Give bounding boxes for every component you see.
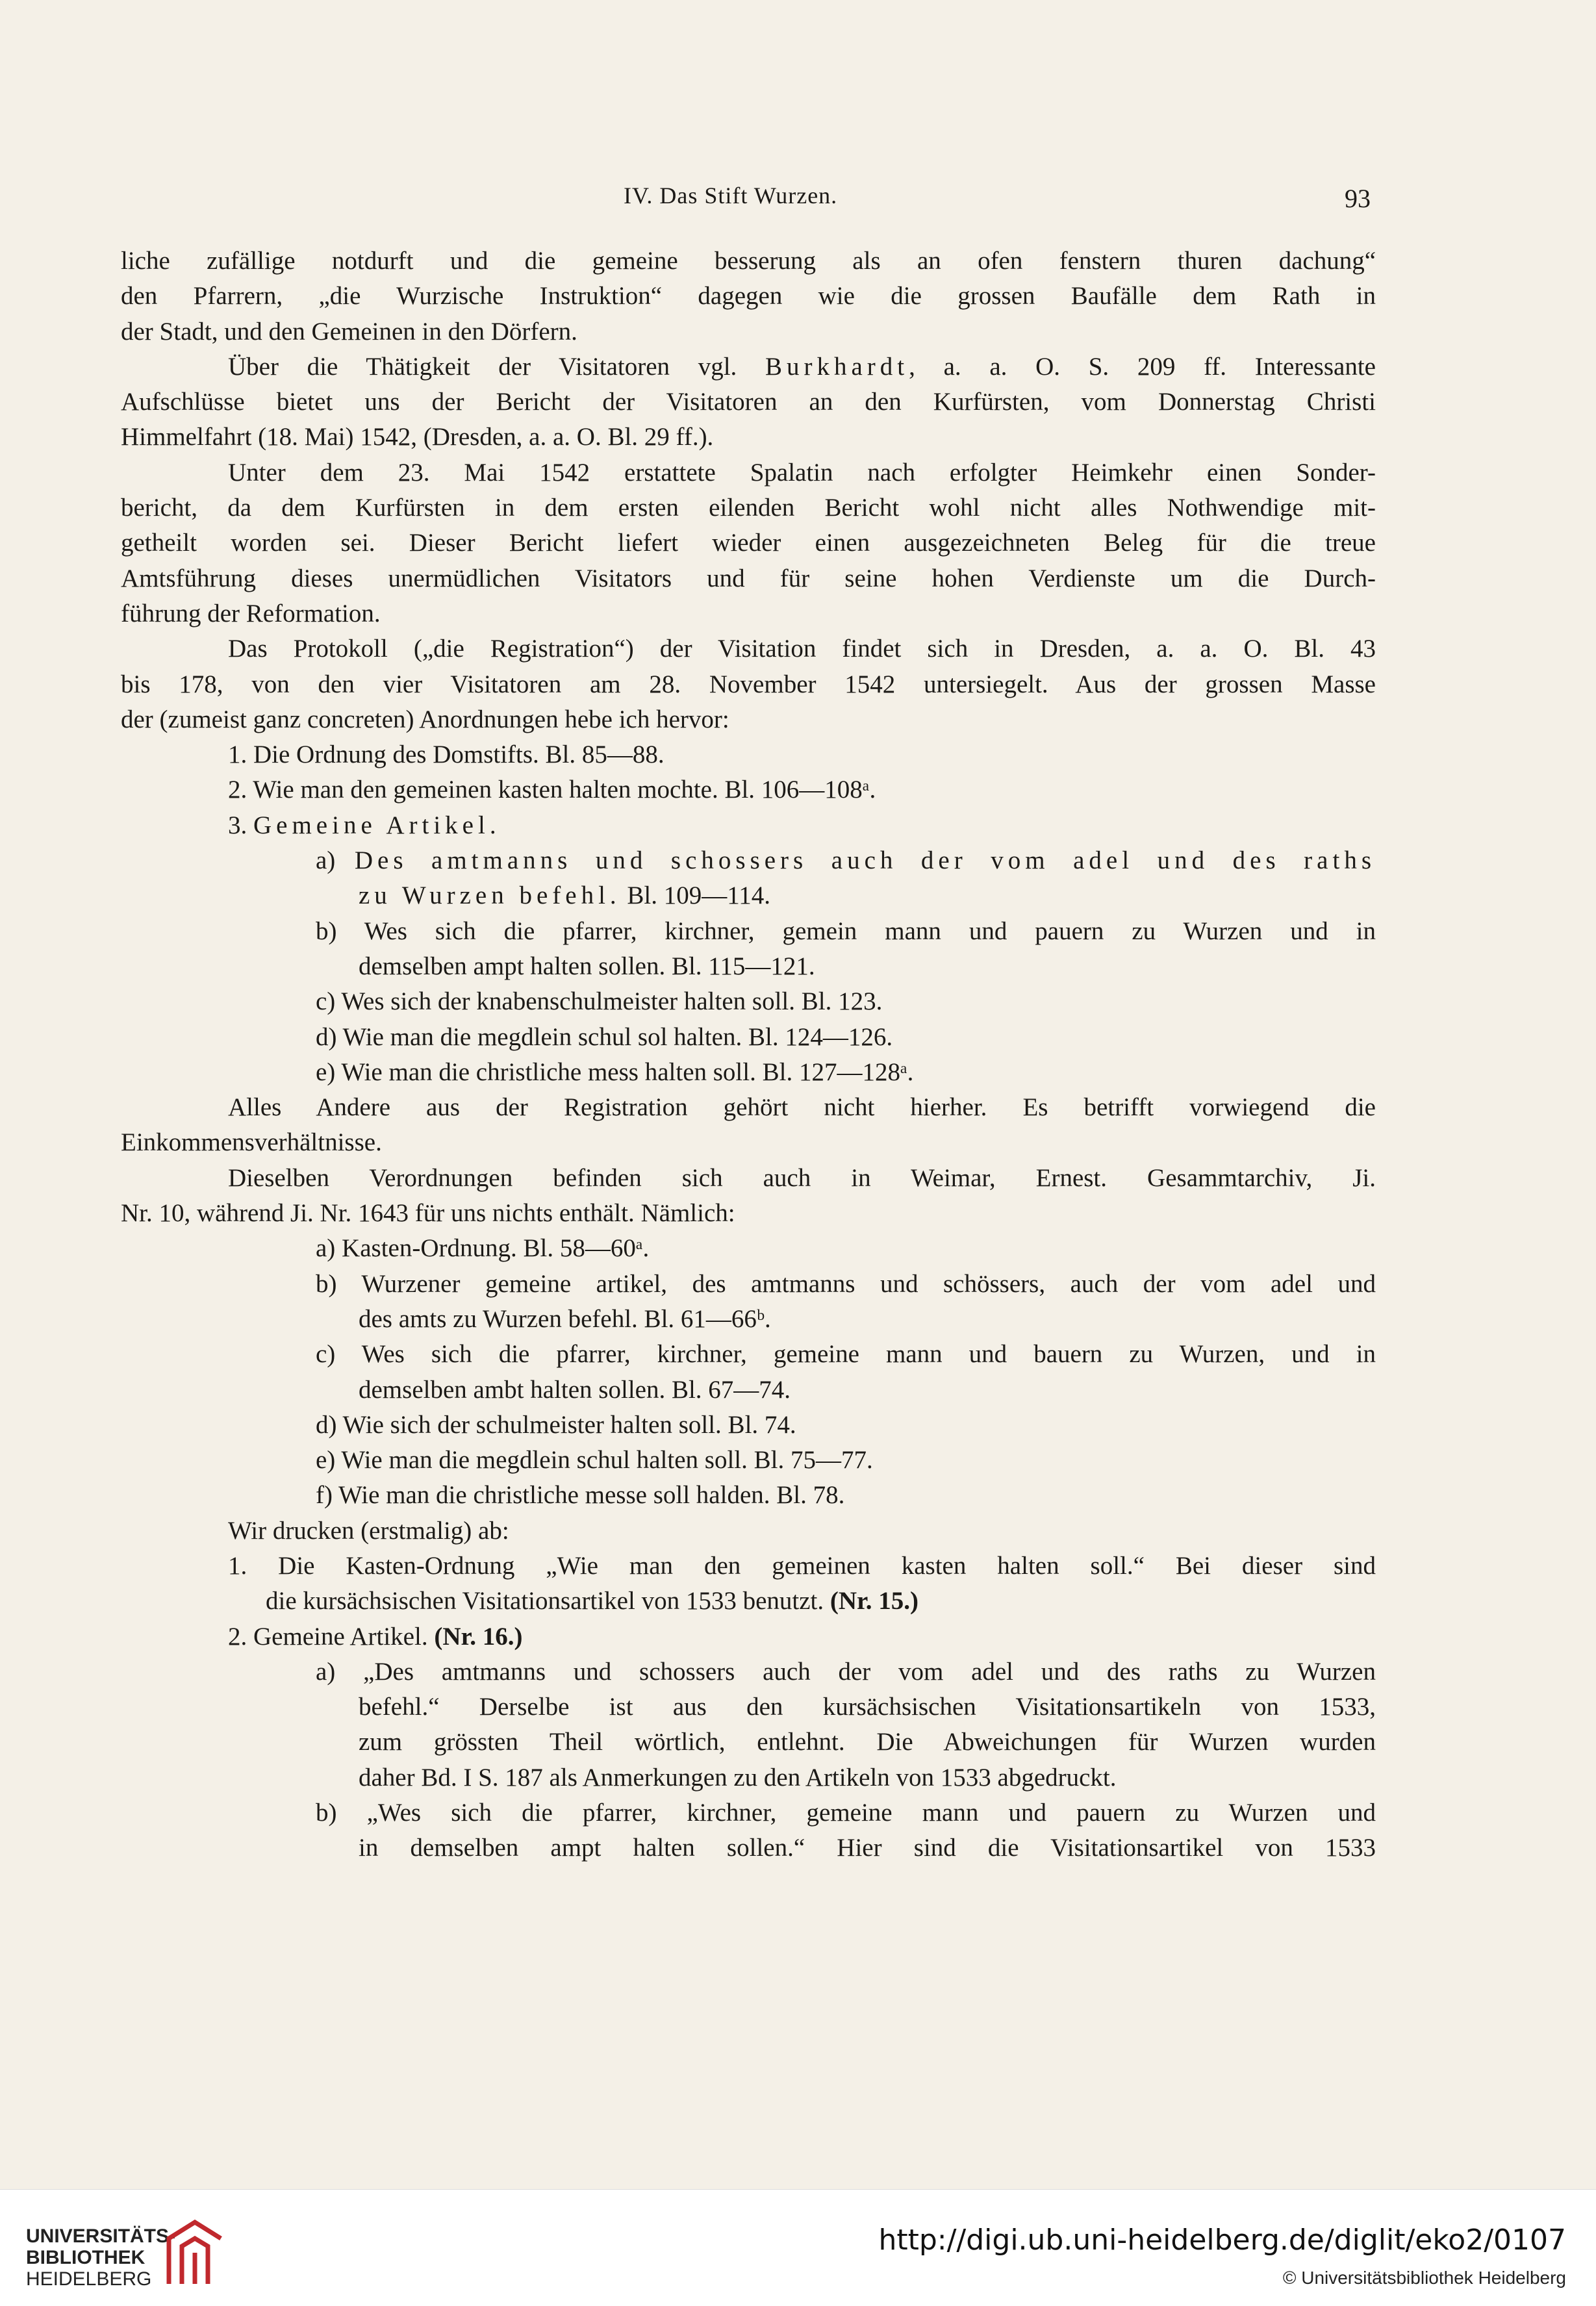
text-line: Alles Andere aus der Registration gehört nicht hierher. Es betrifft vorwiegend die xyxy=(228,1093,1376,1122)
copyright-notice: © Universitätsbibliothek Heidelberg xyxy=(1282,2268,1566,2288)
author-name: Burkhardt xyxy=(765,352,909,381)
text-line: Dieselben Verordnungen befinden sich auch in Weimar, Ernest. Gesammtarchiv, Ji. xyxy=(228,1163,1376,1192)
list-item: zum grössten Theil wörtlich, entlehnt. Die Abweichungen für Wurzen wurden xyxy=(359,1728,1376,1756)
list-item: 2. Gemeine Artikel. (Nr. 16.) xyxy=(228,1622,523,1651)
text-line: der Stadt, und den Gemeinen in den Dörfern. xyxy=(121,317,577,346)
list-item: die kursächsischen Visitationsartikel von 1533 benutzt. (Nr. 15.) xyxy=(266,1587,918,1615)
list-item: b) Wes sich die pfarrer, kirchner, gemein mann und pauern zu Wurzen und in xyxy=(316,917,1376,945)
list-item: 1. Die Kasten-Ordnung „Wie man den gemeinen kasten halten soll.“ Bei dieser sind xyxy=(228,1551,1376,1580)
library-footer xyxy=(0,2189,1596,2306)
list-item: e) Wie man die megdlein schul halten soll. Bl. 75—77. xyxy=(316,1446,873,1475)
text-line: bis 178, von den vier Visitatoren am 28. November 1542 untersiegelt. Aus der grossen Masse xyxy=(121,670,1376,698)
text-line: Über die Thätigkeit der Visitatoren vgl. Burkhardt, a. a. O. S. 209 ff. Interessante xyxy=(228,352,1376,381)
text-line: Wir drucken (erstmalig) ab: xyxy=(228,1516,509,1545)
list-item: e) Wie man die christliche mess halten soll. Bl. 127—128ᵃ. xyxy=(316,1058,914,1086)
library-logo-icon xyxy=(159,2212,231,2290)
list-item: 2. Wie man den gemeinen kasten halten mochte. Bl. 106—108ᵃ. xyxy=(228,776,876,804)
list-item: daher Bd. I S. 187 als Anmerkungen zu den Artikeln von 1533 abgedruckt. xyxy=(359,1763,1117,1792)
list-item: d) Wie sich der schulmeister halten soll. Bl. 74. xyxy=(316,1410,796,1439)
text-line: Amtsführung dieses unermüdlichen Visitators und für seine hohen Verdienste um die Durch- xyxy=(121,564,1376,592)
text-line: bericht, da dem Kurfürsten in dem ersten eilenden Bericht wohl nicht alles Nothwendige mit- xyxy=(121,494,1376,522)
list-item: demselben ambt halten sollen. Bl. 67—74. xyxy=(359,1375,791,1404)
running-title: IV. Das Stift Wurzen. xyxy=(624,183,838,209)
text-line: der (zumeist ganz concreten) Anordnungen hebe ich hervor: xyxy=(121,705,729,733)
list-item: c) Wes sich der knabenschulmeister halten soll. Bl. 123. xyxy=(316,987,883,1016)
list-item: befehl.“ Derselbe ist aus den kursächsischen Visitationsartikeln von 1533, xyxy=(359,1693,1376,1721)
list-item: 3. Gemeine Artikel. xyxy=(228,811,501,839)
list-item: c) Wes sich die pfarrer, kirchner, gemeine mann und bauern zu Wurzen, und in xyxy=(316,1340,1376,1369)
list-item: a) „Des amtmanns und schossers auch der vom adel und des raths zu Wurzen xyxy=(316,1657,1376,1686)
list-item: b) „Wes sich die pfarrer, kirchner, gemeine mann und pauern zu Wurzen und xyxy=(316,1799,1376,1827)
text-line: liche zufällige notdurft und die gemeine besserung als an ofen fenstern thuren dachung“ xyxy=(121,247,1376,275)
body-text xyxy=(121,244,1376,1866)
library-logo-text: UNIVERSITÄTS- BIBLIOTHEK HEIDELBERG xyxy=(26,2225,176,2290)
text-line: Das Protokoll („die Registration“) der Visitation findet sich in Dresden, a. a. O. Bl. 43 xyxy=(228,635,1376,663)
page-header xyxy=(0,182,1596,221)
text-line: Einkommensverhältnisse. xyxy=(121,1128,382,1157)
list-item: b) Wurzener gemeine artikel, des amtmanns und schössers, auch der vom adel und xyxy=(316,1269,1376,1298)
text-line: Unter dem 23. Mai 1542 erstattete Spalatin nach erfolgter Heimkehr einen Sonder- xyxy=(228,458,1376,487)
list-item: in demselben ampt halten sollen.“ Hier sind die Visitationsartikel von 1533 xyxy=(359,1834,1376,1862)
list-item: demselben ampt halten sollen. Bl. 115—121. xyxy=(359,952,815,980)
list-item: zu Wurzen befehl. Bl. 109—114. xyxy=(359,881,771,910)
permalink-url[interactable]: http://digi.ub.uni-heidelberg.de/diglit/eko2/0107 xyxy=(878,2224,1566,2257)
list-item: a) Des amtmanns und schossers auch der vom adel und des raths xyxy=(316,846,1376,875)
list-item: a) Kasten-Ordnung. Bl. 58—60ᵃ. xyxy=(316,1234,650,1263)
list-item: f) Wie man die christliche messe soll halden. Bl. 78. xyxy=(316,1481,845,1510)
text-line: Himmelfahrt (18. Mai) 1542, (Dresden, a. a. O. Bl. 29 ff.). xyxy=(121,423,714,451)
text-line: den Pfarrern, „die Wurzische Instruktion“ dagegen wie die grossen Baufälle dem Rath in xyxy=(121,282,1376,310)
list-item: 1. Die Ordnung des Domstifts. Bl. 85—88. xyxy=(228,741,665,769)
list-item: des amts zu Wurzen befehl. Bl. 61—66ᵇ. xyxy=(359,1304,771,1333)
list-item: d) Wie man die megdlein schul sol halten. Bl. 124—126. xyxy=(316,1022,893,1051)
text-line: getheilt worden sei. Dieser Bericht liefert wieder einen ausgezeichneten Beleg für die treue xyxy=(121,529,1376,557)
text-line: führung der Reformation. xyxy=(121,599,381,627)
text-line: Aufschlüsse bietet uns der Bericht der Visitatoren an den Kurfürsten, vom Donnerstag Christi xyxy=(121,388,1376,416)
page-number: 93 xyxy=(1345,184,1371,213)
text-line: Nr. 10, während Ji. Nr. 1643 für uns nichts enthält. Nämlich: xyxy=(121,1199,735,1228)
